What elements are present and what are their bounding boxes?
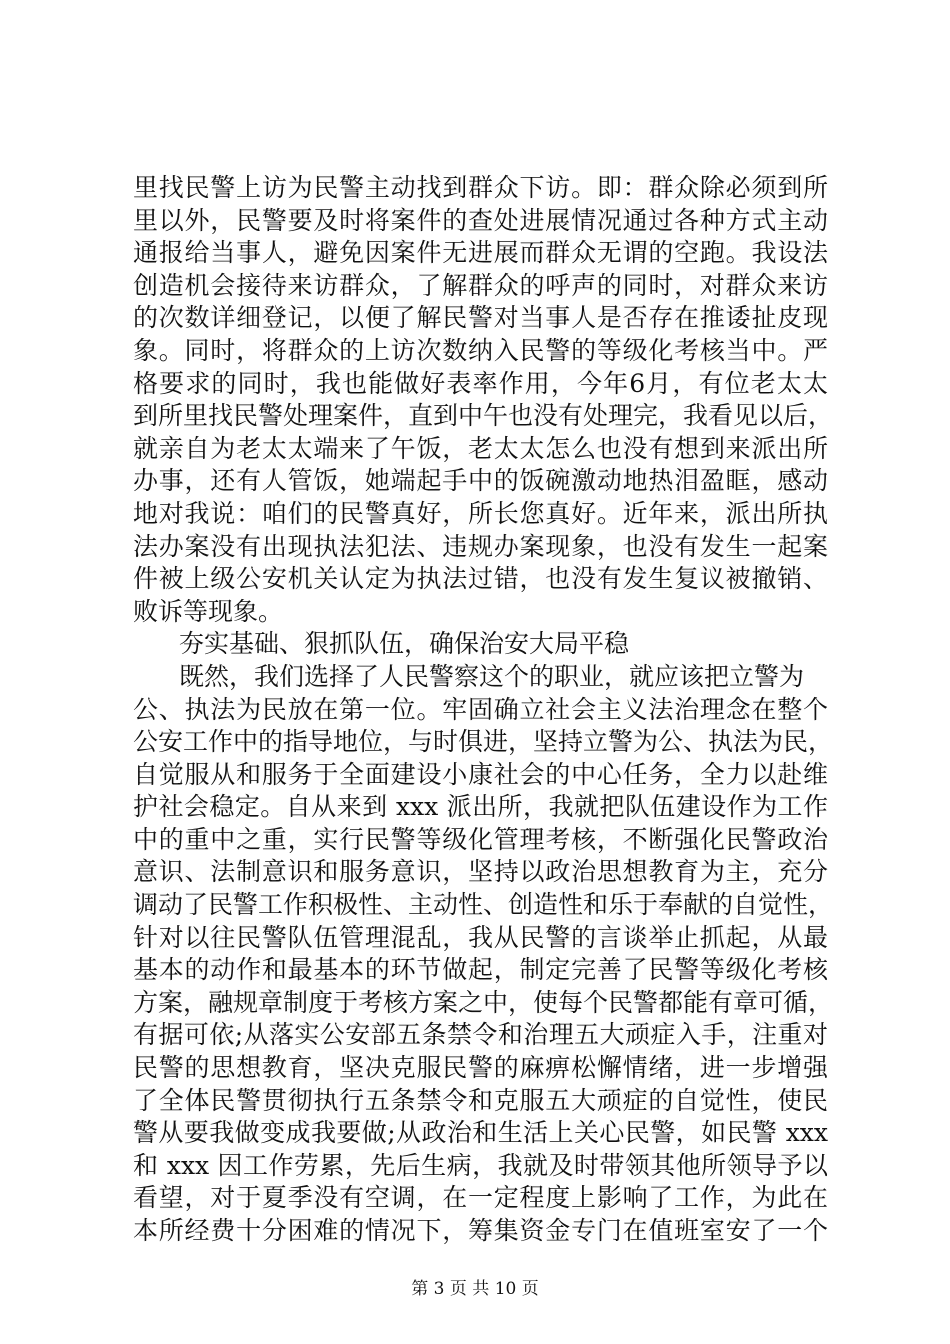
text-line: 有据可依;从落实公安部五条禁令和治理五大顽症入手，注重对 xyxy=(133,1020,828,1050)
text-line: 败诉等现象。 xyxy=(133,596,284,626)
text-line: 方案，融规章制度于考核方案之中，使每个民警都能有章可循， xyxy=(133,987,834,1017)
text-line: 护社会稳定。自从来到 xxx 派出所，我就把队伍建设作为工作 xyxy=(133,792,828,822)
document-body xyxy=(133,172,834,1248)
text-line: 创造机会接待来访群众，了解群众的呼声的同时，对群众来访 xyxy=(133,270,828,300)
text-line: 调动了民警工作积极性、主动性、创造性和乐于奉献的自觉性， xyxy=(133,890,834,920)
text-line: 公安工作中的指导地位，与时俱进，坚持立警为公、执法为民， xyxy=(133,727,834,757)
section-heading: 夯实基础、狠抓队伍，确保治安大局平稳 xyxy=(179,629,630,659)
text-line: 和 xxx 因工作劳累，先后生病，我就及时带领其他所领导予以 xyxy=(133,1150,828,1180)
text-line: 到所里找民警处理案件，直到中午也没有处理完，我看见以后， xyxy=(133,401,834,431)
text-line: 警从要我做变成我要做;从政治和生活上关心民警，如民警 xxx xyxy=(133,1118,828,1148)
text-line: 通报给当事人，避免因案件无进展而群众无谓的空跑。我设法 xyxy=(133,238,828,268)
text-line: 就亲自为老太太端来了午饭，老太太怎么也没有想到来派出所 xyxy=(133,433,828,463)
text-line: 的次数详细登记，以便了解民警对当事人是否存在推诿扯皮现 xyxy=(133,303,828,333)
text-line: 公、执法为民放在第一位。牢固确立社会主义法治理念在整个 xyxy=(133,694,828,724)
text-line: 中的重中之重，实行民警等级化管理考核，不断强化民警政治 xyxy=(133,824,828,854)
text-line: 法办案没有出现执法犯法、违规办案现象，也没有发生一起案 xyxy=(133,531,828,561)
paragraph-first-line: 既然，我们选择了人民警察这个的职业，就应该把立警为 xyxy=(179,661,805,691)
text-line: 格要求的同时，我也能做好表率作用，今年6月，有位老太太 xyxy=(133,368,828,398)
text-line: 里以外，民警要及时将案件的查处进展情况通过各种方式主动 xyxy=(133,205,828,235)
text-line: 针对以往民警队伍管理混乱，我从民警的言谈举止抓起，从最 xyxy=(133,922,828,952)
text-line: 办事，还有人管饭，她端起手中的饭碗激动地热泪盈眶，感动 xyxy=(133,466,828,496)
text-line: 看望，对于夏季没有空调，在一定程度上影响了工作，为此在 xyxy=(133,1183,828,1213)
text-line: 里找民警上访为民警主动找到群众下访。即：群众除必须到所 xyxy=(133,173,828,202)
text-line: 件被上级公安机关认定为执法过错，也没有发生复议被撤销、 xyxy=(133,564,828,594)
text-line: 基本的动作和最基本的环节做起，制定完善了民警等级化考核 xyxy=(133,955,828,985)
text-line: 意识、法制意识和服务意识，坚持以政治思想教育为主，充分 xyxy=(133,857,828,887)
text-line: 自觉服从和服务于全面建设小康社会的中心任务，全力以赴维 xyxy=(133,759,828,789)
text-line: 了全体民警贯彻执行五条禁令和克服五大顽症的自觉性，使民 xyxy=(133,1085,828,1115)
text-line: 地对我说：咱们的民警真好，所长您真好。近年来，派出所执 xyxy=(133,498,828,528)
text-line: 本所经费十分困难的情况下，筹集资金专门在值班室安了一个 xyxy=(133,1216,828,1245)
text-line: 象。同时，将群众的上访次数纳入民警的等级化考核当中。严 xyxy=(133,335,828,365)
text-line: 民警的思想教育，坚决克服民警的麻痹松懈情绪，进一步增强 xyxy=(133,1053,828,1083)
page-number-footer: 第 3 页 共 10 页 xyxy=(411,1279,539,1299)
